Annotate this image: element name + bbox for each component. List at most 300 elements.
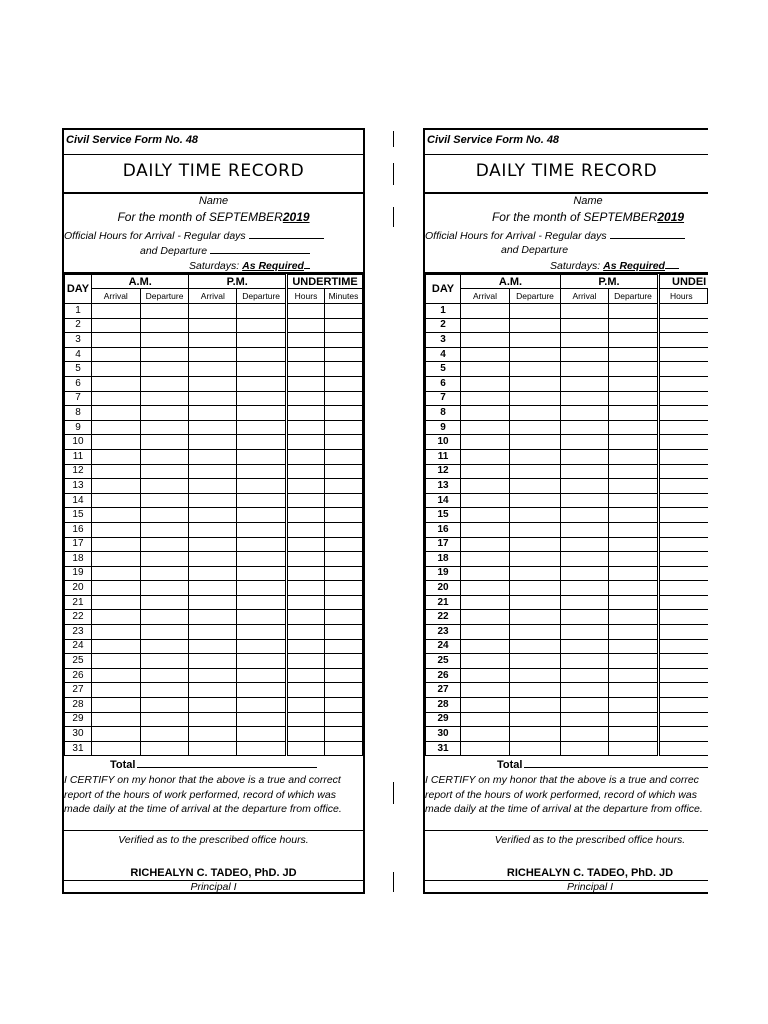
time-cell[interactable] [91,435,140,450]
time-cell[interactable] [287,566,325,581]
time-cell[interactable] [140,391,189,406]
time-cell[interactable] [461,304,510,319]
time-cell[interactable] [510,304,561,319]
time-cell[interactable] [609,712,659,727]
time-cell[interactable] [140,552,189,567]
time-cell[interactable] [287,639,325,654]
time-cell[interactable] [237,362,287,377]
time-cell[interactable] [91,522,140,537]
time-cell[interactable] [461,566,510,581]
time-cell[interactable] [510,712,561,727]
time-cell[interactable] [91,318,140,333]
time-cell[interactable] [461,683,510,698]
time-cell[interactable] [659,464,708,479]
time-cell[interactable] [287,493,325,508]
time-cell[interactable] [237,304,287,319]
time-cell[interactable] [659,304,708,319]
time-cell[interactable] [140,333,189,348]
time-cell[interactable] [609,508,659,523]
time-cell[interactable] [91,625,140,640]
time-cell[interactable] [561,479,609,494]
time-cell[interactable] [189,610,237,625]
time-cell[interactable] [659,376,708,391]
time-cell[interactable] [324,566,362,581]
time-cell[interactable] [140,362,189,377]
time-cell[interactable] [609,304,659,319]
time-cell[interactable] [237,347,287,362]
time-cell[interactable] [561,391,609,406]
time-cell[interactable] [287,654,325,669]
time-cell[interactable] [91,552,140,567]
time-cell[interactable] [91,464,140,479]
time-cell[interactable] [140,435,189,450]
time-cell[interactable] [237,508,287,523]
time-cell[interactable] [659,537,708,552]
time-cell[interactable] [140,406,189,421]
time-cell[interactable] [324,625,362,640]
time-cell[interactable] [510,610,561,625]
time-cell[interactable] [659,435,708,450]
time-cell[interactable] [189,712,237,727]
time-cell[interactable] [237,479,287,494]
time-cell[interactable] [140,304,189,319]
time-cell[interactable] [91,391,140,406]
time-cell[interactable] [237,683,287,698]
time-cell[interactable] [461,639,510,654]
time-cell[interactable] [659,318,708,333]
time-cell[interactable] [324,406,362,421]
time-cell[interactable] [237,712,287,727]
time-cell[interactable] [237,333,287,348]
time-cell[interactable] [287,712,325,727]
time-cell[interactable] [510,347,561,362]
time-cell[interactable] [324,522,362,537]
time-cell[interactable] [91,362,140,377]
time-cell[interactable] [561,581,609,596]
time-cell[interactable] [461,362,510,377]
time-cell[interactable] [287,537,325,552]
time-cell[interactable] [140,668,189,683]
time-cell[interactable] [189,537,237,552]
time-cell[interactable] [510,581,561,596]
time-cell[interactable] [510,406,561,421]
time-cell[interactable] [510,318,561,333]
time-cell[interactable] [561,347,609,362]
time-cell[interactable] [287,333,325,348]
time-cell[interactable] [189,362,237,377]
time-cell[interactable] [91,595,140,610]
time-cell[interactable] [510,727,561,742]
time-cell[interactable] [324,333,362,348]
time-cell[interactable] [461,552,510,567]
time-cell[interactable] [237,625,287,640]
time-cell[interactable] [561,508,609,523]
time-cell[interactable] [91,420,140,435]
time-cell[interactable] [659,654,708,669]
time-cell[interactable] [561,552,609,567]
time-cell[interactable] [659,552,708,567]
time-cell[interactable] [561,727,609,742]
time-cell[interactable] [237,639,287,654]
time-cell[interactable] [140,449,189,464]
time-cell[interactable] [510,464,561,479]
time-cell[interactable] [510,566,561,581]
time-cell[interactable] [140,479,189,494]
time-cell[interactable] [461,698,510,713]
time-cell[interactable] [659,479,708,494]
time-cell[interactable] [189,435,237,450]
time-cell[interactable] [561,318,609,333]
time-cell[interactable] [287,610,325,625]
time-cell[interactable] [561,668,609,683]
time-cell[interactable] [324,741,362,756]
time-cell[interactable] [140,508,189,523]
time-cell[interactable] [324,391,362,406]
time-cell[interactable] [561,566,609,581]
time-cell[interactable] [91,654,140,669]
time-cell[interactable] [140,537,189,552]
time-cell[interactable] [324,318,362,333]
time-cell[interactable] [140,683,189,698]
time-cell[interactable] [140,610,189,625]
time-cell[interactable] [287,727,325,742]
time-cell[interactable] [561,712,609,727]
time-cell[interactable] [287,464,325,479]
time-cell[interactable] [140,493,189,508]
time-cell[interactable] [461,522,510,537]
time-cell[interactable] [237,537,287,552]
time-cell[interactable] [659,508,708,523]
time-cell[interactable] [510,493,561,508]
time-cell[interactable] [609,479,659,494]
time-cell[interactable] [140,654,189,669]
time-cell[interactable] [324,449,362,464]
time-cell[interactable] [140,639,189,654]
time-cell[interactable] [91,304,140,319]
time-cell[interactable] [324,347,362,362]
time-cell[interactable] [461,333,510,348]
time-cell[interactable] [237,376,287,391]
time-cell[interactable] [561,333,609,348]
time-cell[interactable] [609,420,659,435]
time-cell[interactable] [510,552,561,567]
time-cell[interactable] [287,552,325,567]
time-cell[interactable] [609,727,659,742]
time-cell[interactable] [189,449,237,464]
time-cell[interactable] [91,581,140,596]
time-cell[interactable] [287,435,325,450]
time-cell[interactable] [609,698,659,713]
time-cell[interactable] [237,391,287,406]
time-cell[interactable] [189,333,237,348]
time-cell[interactable] [461,668,510,683]
time-cell[interactable] [659,668,708,683]
time-cell[interactable] [287,625,325,640]
time-cell[interactable] [324,376,362,391]
time-cell[interactable] [140,595,189,610]
time-cell[interactable] [140,318,189,333]
time-cell[interactable] [609,333,659,348]
time-cell[interactable] [287,668,325,683]
time-cell[interactable] [561,595,609,610]
time-cell[interactable] [91,610,140,625]
time-cell[interactable] [659,420,708,435]
time-cell[interactable] [189,595,237,610]
time-cell[interactable] [189,639,237,654]
time-cell[interactable] [659,741,708,756]
time-cell[interactable] [189,741,237,756]
time-cell[interactable] [510,668,561,683]
time-cell[interactable] [510,479,561,494]
time-cell[interactable] [287,391,325,406]
time-cell[interactable] [461,376,510,391]
time-cell[interactable] [510,376,561,391]
time-cell[interactable] [324,668,362,683]
time-cell[interactable] [237,698,287,713]
time-cell[interactable] [140,420,189,435]
time-cell[interactable] [609,581,659,596]
time-cell[interactable] [140,698,189,713]
time-cell[interactable] [561,449,609,464]
time-cell[interactable] [140,712,189,727]
time-cell[interactable] [561,683,609,698]
time-cell[interactable] [659,449,708,464]
time-cell[interactable] [659,391,708,406]
time-cell[interactable] [324,479,362,494]
time-cell[interactable] [324,639,362,654]
time-cell[interactable] [237,552,287,567]
time-cell[interactable] [91,698,140,713]
time-cell[interactable] [287,406,325,421]
time-cell[interactable] [659,362,708,377]
time-cell[interactable] [461,493,510,508]
time-cell[interactable] [510,435,561,450]
time-cell[interactable] [461,537,510,552]
time-cell[interactable] [461,610,510,625]
time-cell[interactable] [189,581,237,596]
time-cell[interactable] [189,727,237,742]
time-cell[interactable] [561,304,609,319]
time-cell[interactable] [189,479,237,494]
time-cell[interactable] [189,508,237,523]
time-cell[interactable] [140,347,189,362]
time-cell[interactable] [237,581,287,596]
time-cell[interactable] [324,727,362,742]
time-cell[interactable] [189,566,237,581]
time-cell[interactable] [324,552,362,567]
time-cell[interactable] [189,304,237,319]
time-cell[interactable] [324,698,362,713]
time-cell[interactable] [324,683,362,698]
time-cell[interactable] [510,654,561,669]
time-cell[interactable] [324,493,362,508]
time-cell[interactable] [287,698,325,713]
time-cell[interactable] [287,683,325,698]
time-cell[interactable] [561,654,609,669]
time-cell[interactable] [189,552,237,567]
time-cell[interactable] [510,625,561,640]
time-cell[interactable] [287,376,325,391]
time-cell[interactable] [461,741,510,756]
time-cell[interactable] [237,522,287,537]
time-cell[interactable] [324,304,362,319]
time-cell[interactable] [659,493,708,508]
time-cell[interactable] [287,595,325,610]
time-cell[interactable] [189,698,237,713]
time-cell[interactable] [287,347,325,362]
time-cell[interactable] [91,508,140,523]
time-cell[interactable] [510,508,561,523]
time-cell[interactable] [659,522,708,537]
time-cell[interactable] [237,654,287,669]
time-cell[interactable] [461,712,510,727]
time-cell[interactable] [324,595,362,610]
time-cell[interactable] [237,435,287,450]
time-cell[interactable] [561,493,609,508]
time-cell[interactable] [609,566,659,581]
time-cell[interactable] [287,479,325,494]
time-cell[interactable] [659,406,708,421]
time-cell[interactable] [561,537,609,552]
time-cell[interactable] [510,333,561,348]
time-cell[interactable] [461,464,510,479]
time-cell[interactable] [91,639,140,654]
time-cell[interactable] [510,420,561,435]
time-cell[interactable] [609,683,659,698]
time-cell[interactable] [461,449,510,464]
time-cell[interactable] [561,639,609,654]
time-cell[interactable] [324,435,362,450]
time-cell[interactable] [324,420,362,435]
time-cell[interactable] [324,537,362,552]
time-cell[interactable] [461,508,510,523]
time-cell[interactable] [287,449,325,464]
time-cell[interactable] [91,479,140,494]
time-cell[interactable] [510,391,561,406]
time-cell[interactable] [237,449,287,464]
time-cell[interactable] [91,683,140,698]
time-cell[interactable] [609,654,659,669]
time-cell[interactable] [659,595,708,610]
time-cell[interactable] [324,712,362,727]
time-cell[interactable] [287,581,325,596]
time-cell[interactable] [91,347,140,362]
time-cell[interactable] [189,406,237,421]
time-cell[interactable] [91,727,140,742]
time-cell[interactable] [609,639,659,654]
time-cell[interactable] [609,595,659,610]
time-cell[interactable] [189,493,237,508]
time-cell[interactable] [287,508,325,523]
time-cell[interactable] [91,493,140,508]
time-cell[interactable] [91,449,140,464]
time-cell[interactable] [510,639,561,654]
time-cell[interactable] [140,625,189,640]
time-cell[interactable] [561,610,609,625]
time-cell[interactable] [561,435,609,450]
time-cell[interactable] [287,318,325,333]
time-cell[interactable] [140,727,189,742]
time-cell[interactable] [324,610,362,625]
time-cell[interactable] [609,537,659,552]
time-cell[interactable] [510,449,561,464]
time-cell[interactable] [609,406,659,421]
time-cell[interactable] [324,508,362,523]
time-cell[interactable] [324,362,362,377]
time-cell[interactable] [561,420,609,435]
time-cell[interactable] [561,698,609,713]
time-cell[interactable] [461,727,510,742]
time-cell[interactable] [461,581,510,596]
time-cell[interactable] [659,712,708,727]
time-cell[interactable] [609,449,659,464]
time-cell[interactable] [237,595,287,610]
time-cell[interactable] [91,406,140,421]
time-cell[interactable] [609,347,659,362]
time-cell[interactable] [659,727,708,742]
time-cell[interactable] [561,362,609,377]
time-cell[interactable] [659,566,708,581]
time-cell[interactable] [189,683,237,698]
time-cell[interactable] [189,347,237,362]
time-cell[interactable] [140,741,189,756]
time-cell[interactable] [237,318,287,333]
time-cell[interactable] [287,362,325,377]
time-cell[interactable] [510,362,561,377]
time-cell[interactable] [189,376,237,391]
time-cell[interactable] [140,376,189,391]
time-cell[interactable] [609,464,659,479]
time-cell[interactable] [461,654,510,669]
time-cell[interactable] [91,537,140,552]
time-cell[interactable] [287,420,325,435]
time-cell[interactable] [659,683,708,698]
time-cell[interactable] [237,610,287,625]
time-cell[interactable] [461,625,510,640]
time-cell[interactable] [561,376,609,391]
time-cell[interactable] [287,522,325,537]
time-cell[interactable] [461,318,510,333]
time-cell[interactable] [189,464,237,479]
time-cell[interactable] [237,493,287,508]
time-cell[interactable] [91,333,140,348]
time-cell[interactable] [140,581,189,596]
time-cell[interactable] [324,464,362,479]
time-cell[interactable] [561,741,609,756]
time-cell[interactable] [510,683,561,698]
time-cell[interactable] [324,581,362,596]
time-cell[interactable] [659,347,708,362]
time-cell[interactable] [609,318,659,333]
time-cell[interactable] [461,347,510,362]
time-cell[interactable] [609,741,659,756]
time-cell[interactable] [461,479,510,494]
time-cell[interactable] [237,406,287,421]
time-cell[interactable] [237,668,287,683]
time-cell[interactable] [237,741,287,756]
time-cell[interactable] [561,625,609,640]
time-cell[interactable] [189,654,237,669]
time-cell[interactable] [609,610,659,625]
time-cell[interactable] [561,464,609,479]
time-cell[interactable] [609,435,659,450]
time-cell[interactable] [237,464,287,479]
time-cell[interactable] [609,552,659,567]
time-cell[interactable] [237,566,287,581]
time-cell[interactable] [189,522,237,537]
time-cell[interactable] [659,698,708,713]
time-cell[interactable] [561,406,609,421]
